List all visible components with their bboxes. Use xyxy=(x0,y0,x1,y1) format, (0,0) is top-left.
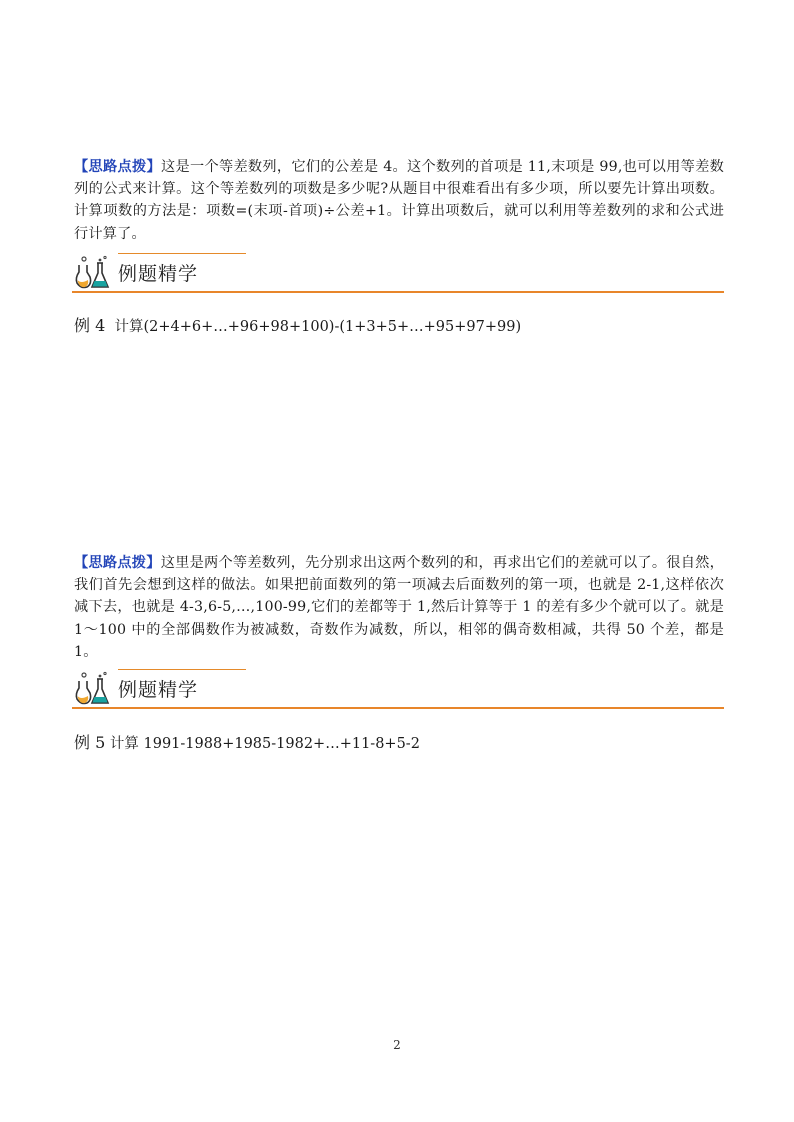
hint-paragraph-1 xyxy=(74,156,724,245)
hint-text: 这是一个等差数列，它们的公差是 4。这个数列的首项是 11,末项是 99,也可以用等差数列的公式来计算。这个等差数列的项数是多少呢?从题目中很难看出有多少项，所以要先计算出项数。计算项数的方法是：项数=(末项-首项)÷公差+1。计算出项数后，就可以利用等差数列的求和公式进行计算了。 xyxy=(74,159,724,242)
hint-paragraph-2 xyxy=(74,552,724,663)
example-number: 例 4 xyxy=(74,316,106,335)
section-title: 例题精学 xyxy=(118,679,199,701)
example-4 xyxy=(74,316,521,337)
title-overline xyxy=(118,253,246,254)
page-number: 2 xyxy=(393,1038,401,1052)
flask-icon xyxy=(72,255,112,291)
section-header-example-study xyxy=(72,669,724,709)
section-header-example-study xyxy=(72,253,724,293)
flask-icon xyxy=(72,671,112,707)
section-divider xyxy=(72,707,724,709)
example-5 xyxy=(74,733,420,754)
section-title: 例题精学 xyxy=(118,263,199,285)
example-text: 计算 1991-1988+1985-1982+…+11-8+5-2 xyxy=(109,736,420,752)
section-divider xyxy=(72,291,724,293)
hint-label: 【思路点拨】 xyxy=(74,555,161,571)
title-overline xyxy=(118,669,246,670)
hint-text: 这里是两个等差数列，先分别求出这两个数列的和，再求出它们的差就可以了。很自然，我们首先会想到这样的做法。如果把前面数列的第一项减去后面数列的第一项，也就是 2-1,这样依次减下去，也就是 4-3,6-5,…,100-99,它们的差都等于 1,然后计算等于 1 的差有多少个就可以了。就是 1～100 中的全部偶数作为被减数，奇数作为减数，所以，相邻的偶奇数相减，共得 50 个差，都是 1。 xyxy=(74,555,725,660)
hint-label: 【思路点拨】 xyxy=(74,159,161,175)
example-text: 计算(2+4+6+…+96+98+100)-(1+3+5+…+95+97+99) xyxy=(114,319,522,335)
example-number: 例 5 xyxy=(74,733,106,752)
